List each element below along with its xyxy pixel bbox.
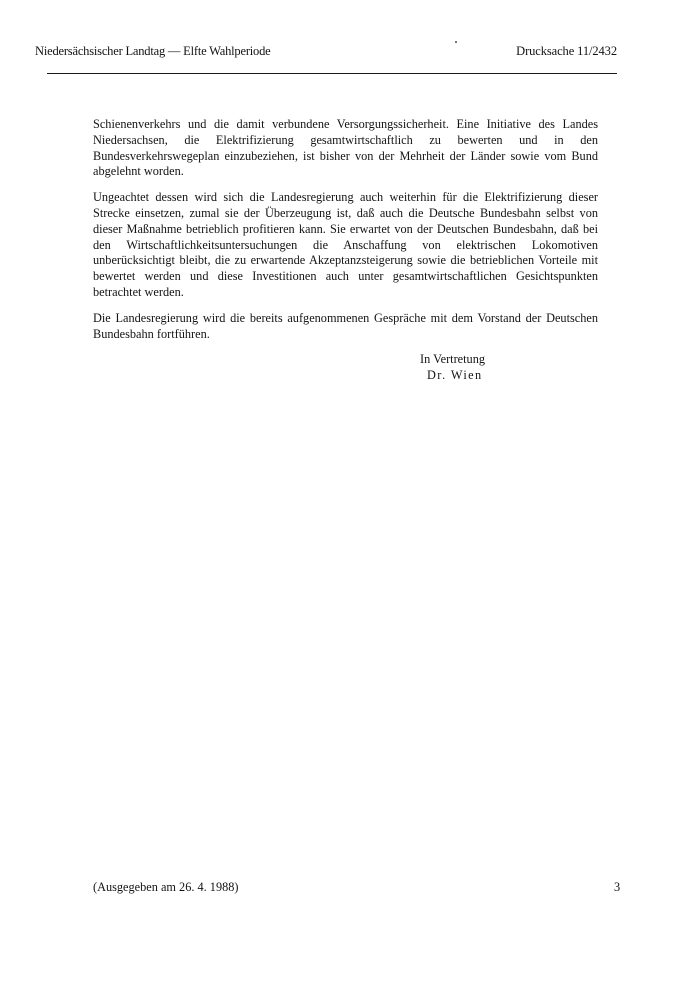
page-number: 3 [614, 880, 621, 894]
body-text [93, 117, 598, 352]
document-number: Drucksache 11/2432 [516, 44, 617, 58]
paragraph: Ungeachtet dessen wird sich die Landesregierung auch weiterhin für die Elektrifizierung dieser Strecke einsetzen, zumal sie der Überzeugung ist, daß auch die Deutsche Bundesbahn selbst von dieser Maßnahme betrieblich profitieren kann. Sie erwartet von der Deutschen Bundesbahn, daß bei den Wirtschaftlichkeitsuntersuchungen die Anschaffung von elektrischen Lokomotiven unberücksichtigt bleibt, die zu erwartende Akzeptanzsteigerung sowie die betrieblichen Vorteile mit bewertet werden und diese Investitionen auch unter gesamtwirtschaftlichen Gesichtspunkten betrachtet werden. [93, 190, 598, 299]
paragraph: Schienenverkehrs und die damit verbundene Versorgungssicherheit. Eine Initiative des Landes Niedersachsen, die Elektrifizierung gesamtwirtschaftlich zu bewerten und in den Bundesverkehrswegeplan einzubeziehen, ist bisher von der Mehrheit der Länder sowie vom Bund abgelehnt worden. [93, 117, 598, 179]
issue-date: (Ausgegeben am 26. 4. 1988) [93, 880, 239, 894]
signature-name: Dr. Wien [427, 368, 483, 382]
scan-speck [455, 41, 457, 43]
paragraph: Die Landesregierung wird die bereits aufgenommenen Gespräche mit dem Vorstand der Deutschen Bundesbahn fortführen. [93, 310, 598, 341]
parliament-title: Niedersächsischer Landtag — Elfte Wahlperiode [35, 44, 271, 58]
signature-role: In Vertretung [420, 352, 485, 366]
page-header [35, 44, 617, 64]
header-divider [47, 73, 617, 74]
signature-block [420, 351, 485, 383]
